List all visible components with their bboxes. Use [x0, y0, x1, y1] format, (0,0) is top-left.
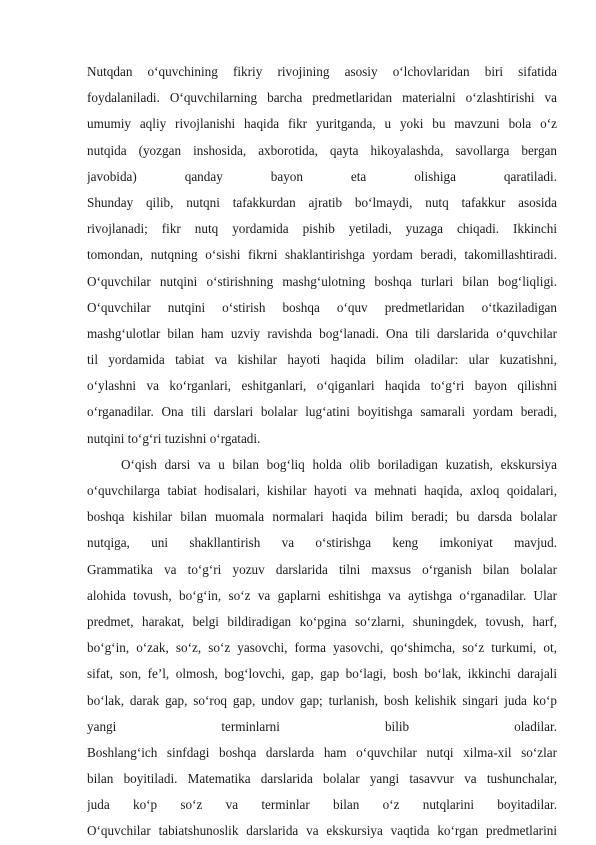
text-line: nutqini to‘g‘ri tuzishni o‘rgatadi. [87, 430, 261, 446]
text-line: O‘qish darsi va u bilan bog‘liq holda olib boriladigan kuzatish, ekskursiya [121, 456, 557, 472]
text-line: til yordamida tabiat va kishilar hayoti haqida bilim oladilar: ular kuzatishni, [87, 352, 557, 368]
text-line: tomondan, nutqning o‘sishi fikrni shaklantirishga yordam beradi, takomillashtiradi. [87, 247, 557, 263]
text-line: bo‘lak, darak gap, so‘roq gap, undov gap; turlanish, bosh kelishik singari juda ko‘p [87, 692, 557, 708]
text-line: umumiy aqliy rivojlanishi haqida fikr yuritganda, u yoki bu mavzuni bola o‘z [87, 116, 557, 132]
text-line: javobida) qanday bayon eta olishiga qaratiladi. [87, 168, 557, 184]
text-line: o‘rganadilar. Ona tili darslari bolalar lug‘atini boyitishga samarali yordam beradi, [87, 404, 557, 420]
text-line: juda ko‘p so‘z va terminlar bilan o‘z nutqlarini boyitadilar. [87, 797, 557, 813]
text-line: Nutqdan o‘quvchining fikriy rivojining asosiy o‘lchovlaridan biri sifatida [87, 64, 557, 79]
text-line: Grammatika va to‘g‘ri yozuv darslarida tilni maxsus o‘rganish bilan bolalar [87, 561, 557, 577]
text-line: nutqida (yozgan inshosida, axborotida, qayta hikoyalashda, savollarga bergan [87, 142, 557, 158]
text-line: boshqa kishilar bilan muomala normalari haqida bilim beradi; bu darsda bolalar [87, 509, 557, 525]
text-line: o‘quvchilarga tabiat hodisalari, kishilar hayoti va mehnati haqida, axloq qoidalari, [87, 483, 557, 498]
text-line: o‘ylashni va ko‘rganlari, eshitganlari, o‘qiganlari haqida to‘g‘ri bayon qilishni [87, 378, 557, 394]
text-line: yangi terminlarni bilib oladilar. [87, 718, 557, 734]
text-line: O‘quvchilar nutqini o‘stirish boshqa o‘quv predmetlaridan o‘tkaziladigan [87, 299, 557, 315]
text-line: foydalaniladi. O‘quvchilarning barcha predmetlaridan materialni o‘zlashtirishi va [87, 90, 557, 106]
text-line: bilan boyitiladi. Matematika darslarida bolalar yangi tasavvur va tushunchalar, [87, 771, 557, 787]
text-line: mashg‘ulotlar bilan ham uzviy ravishda bog‘lanadi. Ona tili darslarida o‘quvchilar [87, 325, 557, 341]
text-line: Shunday qilib, nutqni tafakkurdan ajratib bo‘lmaydi, nutq tafakkur asosida [87, 194, 557, 210]
text-line: nutqiga, uni shakllantirish va o‘stirishga keng imkoniyat mavjud. [87, 535, 557, 551]
text-line: rivojlanadi; fikr nutq yordamida pishib yetiladi, yuzaga chiqadi. Ikkinchi [87, 221, 557, 237]
text-line: predmet, harakat, belgi bildiradigan ko‘pgina so‘zlarni, shuningdek, tovush, harf, [87, 613, 557, 629]
text-line: O‘quvchilar nutqini o‘stirishning mashg‘ulotning boshqa turlari bilan bog‘liqligi. [87, 273, 557, 289]
body-text [87, 59, 557, 845]
text-line: sifat, son, fe’l, olmosh, bog‘lovchi, gap, gap bo‘lagi, bosh bo‘lak, ikkinchi darajali [87, 666, 557, 682]
text-line: O‘quvchilar tabiatshunoslik darslarida va ekskursiya vaqtida ko‘rgan predmetlarini [87, 823, 557, 839]
text-line: Boshlang‘ich sinfdagi boshqa darslarda ham o‘quvchilar nutqi xilma-xil so‘zlar [87, 744, 557, 760]
text-line: alohida tovush, bo‘g‘in, so‘z va gaplarni eshitishga va aytishga o‘rganadilar. Ular [87, 587, 557, 603]
text-line: bo‘g‘in, o‘zak, so‘z, so‘z yasovchi, forma yasovchi, qo‘shimcha, so‘z turkumi, ot, [87, 640, 557, 656]
